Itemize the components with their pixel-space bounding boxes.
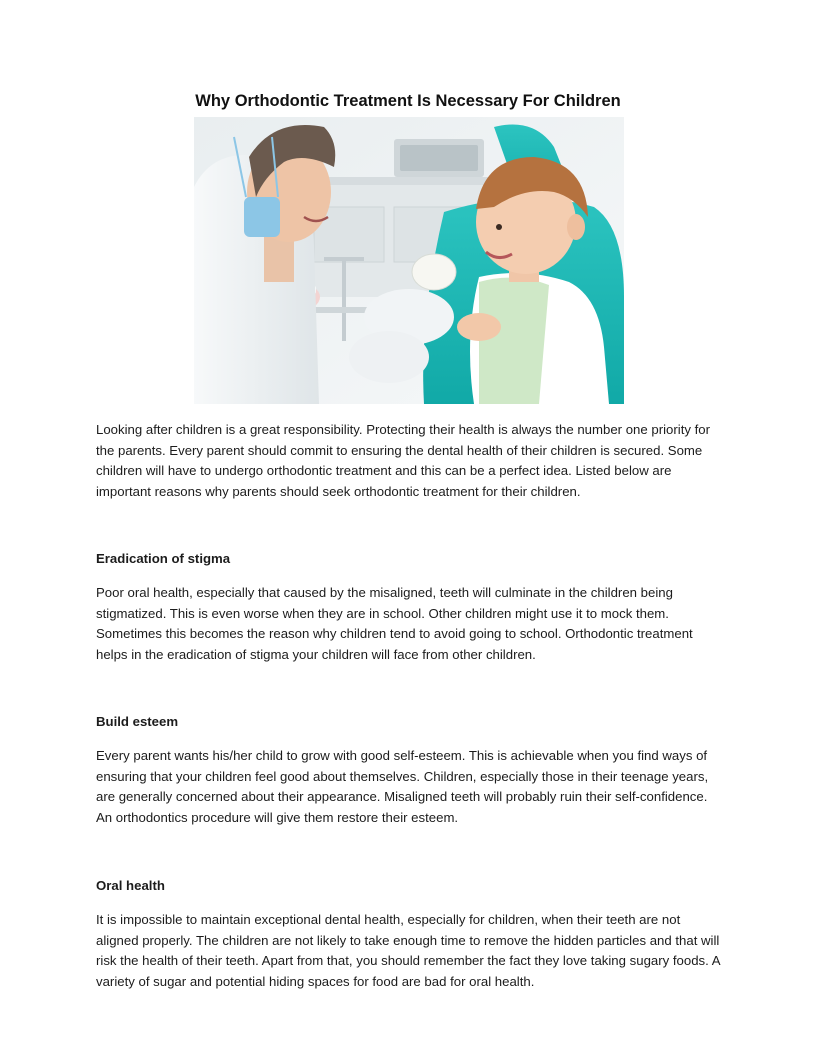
section-heading-stigma: Eradication of stigma — [96, 551, 231, 566]
section-body-stigma: Poor oral health, especially that caused by the misaligned, teeth will culminate in the children being stigmatized. This is even worse when they are in school. Other children might use it to mock them. Sometimes this becomes the reason why children tend to avoid going to school. Orthodontic treatment helps in the eradication of stigma your children will face from other children. — [96, 585, 693, 662]
document-title: Why Orthodontic Treatment Is Necessary For Children — [195, 92, 621, 111]
section-body-oral-health: It is impossible to maintain exceptional dental health, especially for children, when their teeth are not aligned properly. The children are not likely to take enough time to remove the hidden particles and that will risk the health of their teeth. Apart from that, you should remember the fact they love taking sugary foods. A variety of sugar and potential hiding spaces for food are bad for oral health. — [96, 912, 720, 989]
section-heading-oral-health: Oral health — [96, 878, 165, 893]
dentist-child-photo — [194, 117, 624, 404]
intro-paragraph: Looking after children is a great responsibility. Protecting their health is always the number one priority for the parents. Every parent should commit to ensuring the dental health of their children is secured. Some children will have to undergo orthodontic treatment and this can be a perfect idea. Listed below are important reasons why parents should seek orthodontic treatment for their children. — [96, 422, 711, 499]
section-heading-esteem: Build esteem — [96, 714, 179, 729]
section-body-esteem: Every parent wants his/her child to grow with good self-esteem. This is achievable when you find ways of ensuring that your children feel good about themselves. Children, especially those in their teenage years, are generally concerned about their appearance. Misaligned teeth will probably ruin their self-confidence. An orthodontics procedure will give them restore their esteem. — [96, 748, 709, 825]
